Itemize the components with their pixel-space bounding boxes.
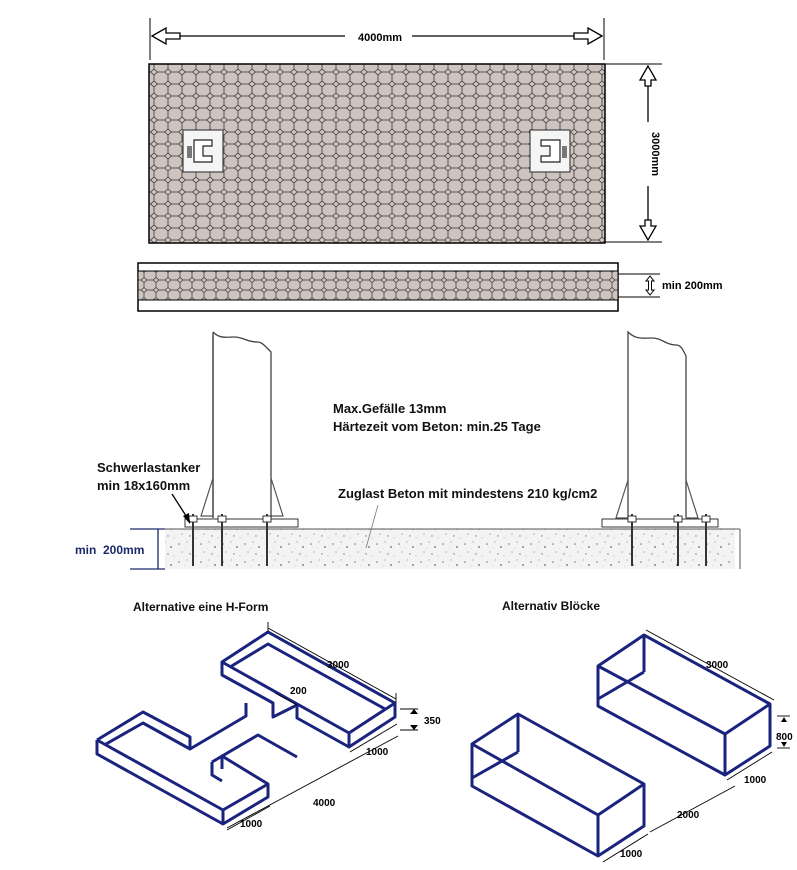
thickness-label: min 200mm <box>662 280 723 292</box>
depth-value: 200mm <box>103 543 145 557</box>
concrete-base <box>165 529 735 569</box>
mounting-plate-right <box>530 130 570 172</box>
h-dim-1000-bottom: 1000 <box>240 819 263 830</box>
block-upper <box>598 635 770 775</box>
h-form-option <box>97 600 441 830</box>
anchor-title: Schwerlastanker <box>97 460 201 475</box>
h-dim-1000-right: 1000 <box>366 747 389 758</box>
width-label: 4000mm <box>357 32 403 44</box>
blocks-dim-3000: 3000 <box>706 660 729 671</box>
mounting-plate-left <box>183 130 223 172</box>
post-left <box>185 332 298 527</box>
post-right <box>602 332 718 527</box>
top-view <box>149 18 662 243</box>
block-lower <box>472 714 644 856</box>
concrete-note: Zuglast Beton mit mindestens 210 kg/cm2 <box>338 486 598 501</box>
height-label: 3000mm <box>649 131 661 177</box>
anchor-spec: min 18x160mm <box>97 478 191 493</box>
install-section <box>75 332 740 569</box>
h-dim-200: 200 <box>290 686 307 697</box>
h-dim-3000: 3000 <box>327 660 350 671</box>
depth-word: min <box>75 543 97 557</box>
h-form-wireframe <box>97 632 395 824</box>
blocks-dim-1000-bottom: 1000 <box>620 849 643 860</box>
h-dim-350: 350 <box>424 716 441 727</box>
side-view <box>138 263 723 311</box>
curing-note: Härtezeit vom Beton: min.25 Tage <box>333 419 541 434</box>
blocks-dim-800: 800 <box>776 732 793 743</box>
blocks-dim-2000: 2000 <box>677 810 700 821</box>
thickness-arrow <box>646 276 654 295</box>
slab-side-core <box>138 271 618 300</box>
h-form-title: Alternative eine H-Form <box>133 600 269 614</box>
blocks-dim-1000-right: 1000 <box>744 775 767 786</box>
h-dim-4000: 4000 <box>313 798 336 809</box>
slope-note: Max.Gefälle 13mm <box>333 401 447 416</box>
blocks-title: Alternativ Blöcke <box>502 599 601 613</box>
blocks-option <box>472 599 793 862</box>
